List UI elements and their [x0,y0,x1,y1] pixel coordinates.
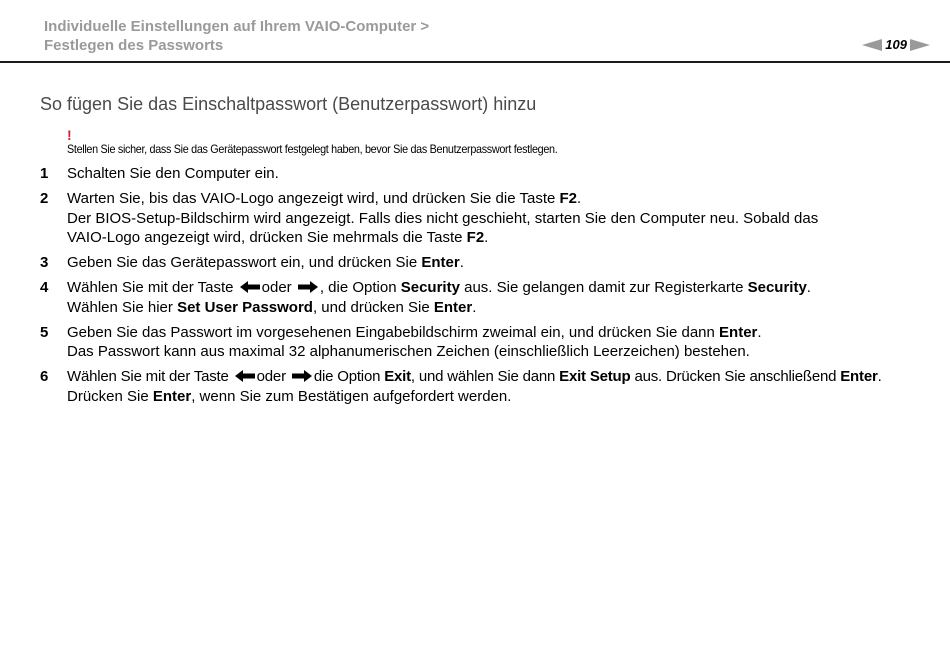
step-text: Schalten Sie den Computer ein. [67,165,279,182]
step-5-text-c: . [757,323,762,341]
right-arrow-key-icon [292,370,312,382]
step-2-text-a: Warten Sie, bis das VAIO-Logo angezeigt wird, und drücken Sie die Taste [67,190,560,207]
step-text [67,323,930,362]
step-5-text-d: Das Passwort kann aus maximal 32 alphanumerischen Zeichen (einschließlich Leerzeichen) bestehen. [67,343,750,360]
breadcrumb [44,17,429,55]
key-f2: F2 [466,229,485,246]
step-2-text-e: VAIO-Logo angezeigt wird, drücken Sie mehrmals die Taste [67,229,467,246]
tab-security: Security [747,279,807,296]
left-arrow-key-icon [240,281,260,293]
step-5-text-a: Geben Sie das Passwort im vorgesehenen Eingabebildschirm zweimal ein, und drücken Sie dann [67,323,720,341]
breadcrumb-line-1[interactable]: Individuelle Einstellungen auf Ihrem VAIO-Computer > [44,18,430,35]
left-arrow-key-icon [235,370,255,382]
step-1 [40,164,930,184]
step-number: 3 [40,254,49,271]
step-6-text-c: die Option [313,368,385,385]
step-text [67,253,930,273]
step-3-text-a: Geben Sie das Gerätepasswort ein, und drücken Sie [67,254,422,271]
step-2-text-g: . [484,229,489,246]
key-f2: F2 [559,190,578,207]
step-4-text-h: Wählen Sie hier [67,298,178,316]
step-list [40,164,930,412]
option-set-user-password: Set User Password [177,298,313,316]
warning-text: Stellen Sie sicher, dass Sie das Gerätepasswort festgelegt haben, bevor Sie das Benutzerpasswort festlegen. [67,142,558,156]
header-divider [0,61,950,63]
step-4-text-j: , und drücken Sie [312,298,434,316]
step-number: 4 [40,279,49,296]
step-2-text-c: . [577,190,582,207]
step-6-text-g: aus. Drücken Sie anschließend [630,368,841,385]
step-number: 5 [40,323,49,341]
step-3 [40,253,930,273]
option-exit-setup: Exit Setup [559,368,631,385]
section-title: So fügen Sie das Einschaltpasswort (Benutzerpasswort) hinzu [40,94,537,114]
right-arrow-key-icon [298,281,318,293]
page-header [0,0,950,64]
step-6-text-e: , und wählen Sie dann [410,368,560,385]
key-enter: Enter [152,387,192,405]
step-4-text-b: oder [261,279,292,296]
step-4 [40,278,930,317]
step-6-text-a: Wählen Sie mit der Taste [67,368,229,385]
step-4-text-c: , die Option [319,279,401,296]
step-4-text-g: . [806,279,811,296]
step-text [67,189,930,248]
page-number: 109 [885,37,907,52]
step-2-text-d: Der BIOS-Setup-Bildschirm wird angezeigt. Falls dies nicht geschieht, starten Sie den Computer neu. Sobald das [67,209,819,227]
step-number: 1 [40,165,49,182]
step-6-text-b: oder [256,368,286,385]
step-3-text-c: . [459,254,464,271]
step-5 [40,323,930,362]
option-security: Security [400,279,460,296]
warning-note [67,128,612,156]
step-4-text-l: . [472,298,477,316]
step-2 [40,189,930,248]
step-4-text-e: aus. Sie gelangen damit zur Registerkarte [459,279,748,296]
warning-icon: ! [67,127,72,143]
key-enter: Enter [433,298,473,316]
next-page-icon[interactable] [910,39,930,51]
previous-page-icon[interactable] [862,39,882,51]
key-enter: Enter [840,368,878,385]
key-enter: Enter [719,323,758,341]
option-exit: Exit [384,368,411,385]
page-navigator [862,37,930,53]
step-number: 6 [40,368,49,385]
step-4-text-a: Wählen Sie mit der Taste [67,279,234,296]
step-number: 2 [40,190,49,207]
key-enter: Enter [421,254,460,271]
step-6-text-l: , wenn Sie zum Bestätigen aufgefordert werden. [191,387,512,405]
step-6-text-j: Drücken Sie [67,387,153,405]
step-text [67,367,930,406]
step-6-text-i: . [877,368,882,385]
step-text [67,278,930,317]
step-6 [40,367,930,406]
breadcrumb-line-2[interactable]: Festlegen des Passworts [44,37,224,54]
